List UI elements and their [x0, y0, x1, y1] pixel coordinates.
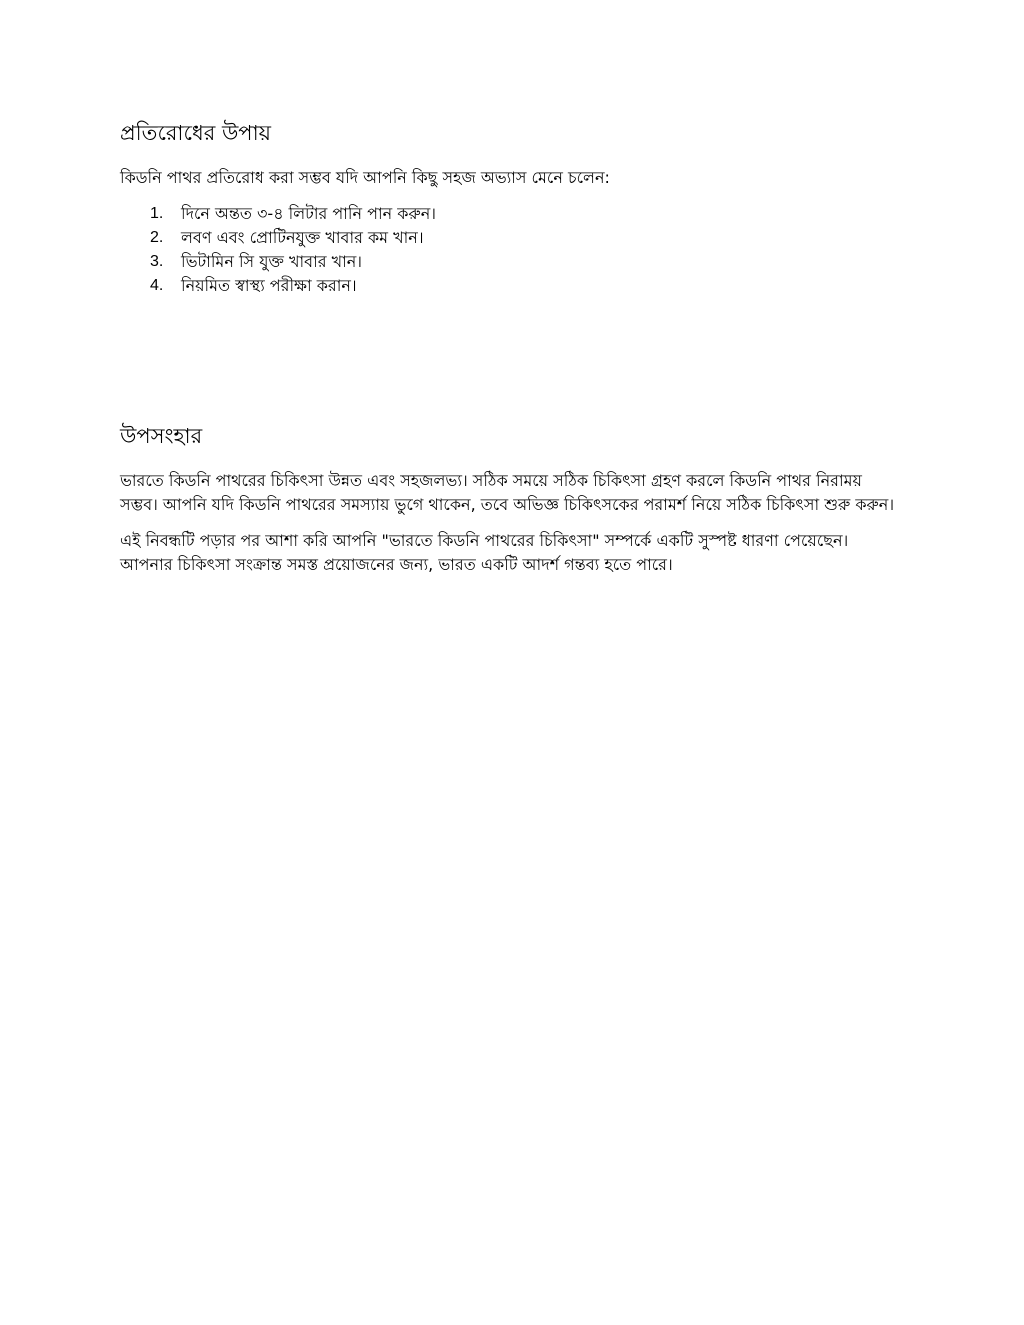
- conclusion-section: [120, 421, 900, 589]
- list-item: [120, 226, 900, 250]
- prevention-section: [120, 118, 900, 298]
- list-item-text: লবণ এবং প্রোটিনযুক্ত খাবার কম খান।: [181, 228, 424, 247]
- conclusion-paragraph-2: এই নিবন্ধটি পড়ার পর আশা করি আপনি "ভারতে কিডনি পাথরের চিকিৎসা" সম্পর্কে একটি সুস্পষ্ট ধারণা পেয়েছেন। আপনার চিকিৎসা সংক্রান্ত সমস্ত প্রয়োজনের জন্য, ভারত একটি আদর্শ গন্তব্য হতে পারে।: [120, 531, 849, 574]
- list-item: [120, 202, 900, 226]
- list-item-text: নিয়মিত স্বাস্থ্য পরীক্ষা করান।: [181, 276, 357, 295]
- prevention-list: [120, 202, 900, 298]
- list-item-text: ভিটামিন সি যুক্ত খাবার খান।: [181, 252, 363, 271]
- list-item-number: 1.: [150, 205, 164, 222]
- list-item: [120, 274, 900, 298]
- conclusion-paragraph-1: ভারতে কিডনি পাথরের চিকিৎসা উন্নত এবং সহজলভ্য। সঠিক সময়ে সঠিক চিকিৎসা গ্রহণ করলে কিডনি পাথর নিরাময় সম্ভব। আপনি যদি কিডনি পাথরের সমস্যায় ভুগে থাকেন, তবে অভিজ্ঞ চিকিৎসকের পরামর্শ নিয়ে সঠিক চিকিৎসা শুরু করুন।: [120, 471, 895, 514]
- list-item: [120, 250, 900, 274]
- list-item-number: 4.: [150, 277, 164, 294]
- list-item-number: 3.: [150, 253, 164, 270]
- conclusion-heading: উপসংহার: [120, 424, 203, 448]
- prevention-heading: প্রতিরোধের উপায়: [120, 121, 272, 145]
- list-item-text: দিনে অন্তত ৩-৪ লিটার পানি পান করুন।: [181, 204, 437, 223]
- prevention-intro: কিডনি পাথর প্রতিরোধ করা সম্ভব যদি আপনি কিছু সহজ অভ্যাস মেনে চলেন:: [120, 168, 610, 187]
- list-item-number: 2.: [150, 229, 164, 246]
